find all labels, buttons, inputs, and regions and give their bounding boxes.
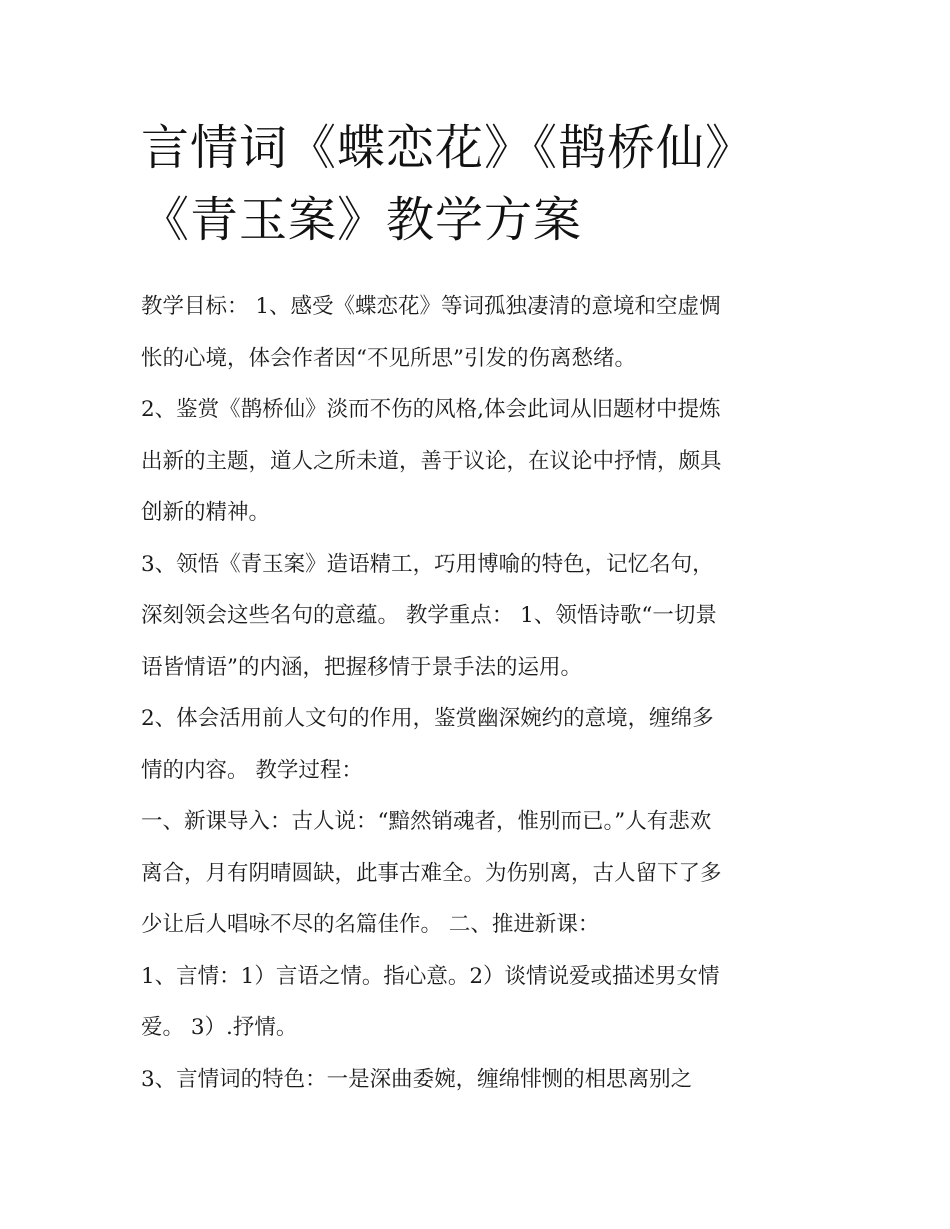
body-line: 教学目标： 1、感受《蝶恋花》等词孤独凄清的意境和空虚惆 (141, 294, 721, 319)
body-line: 创新的精神。 (141, 500, 271, 525)
document-body (141, 281, 821, 1105)
body-line: 2、体会活用前人文句的作用，鉴赏幽深婉约的意境，缠绵多 (141, 706, 714, 731)
body-line: 情的内容。 教学过程： (141, 757, 363, 783)
title-line-2: 《青玉案》教学方案 (141, 192, 583, 248)
body-line: 深刻领会这些名句的意蕴。 教学重点： 1、领悟诗歌“一切景 (141, 603, 717, 628)
body-line: 语皆情语”的内涵，把握移情于景手法的运用。 (141, 654, 582, 680)
body-line: 怅的心境，体会作者因“不见所思”引发的伤离愁绪。 (141, 345, 636, 371)
body-line: 少让后人唱咏不尽的名篇佳作。 二、推进新课： (141, 912, 600, 937)
body-line: 爱。 3）.抒情。 (141, 1015, 298, 1040)
body-line: 3、领悟《青玉案》造语精工，巧用博喻的特色，记忆名句， (141, 551, 714, 577)
document-title (141, 112, 841, 256)
body-line: 出新的主题，道人之所未道，善于议论，在议论中抒情，颇具 (141, 448, 722, 474)
title-line-1: 言情词《蝶恋花》《鹊桥仙》 (141, 120, 755, 176)
body-line: 3、言情词的特色：一是深曲委婉，缠绵悱恻的相思离别之 (141, 1066, 693, 1092)
body-line: 2、鉴赏《鹊桥仙》淡而不伤的风格,体会此词从旧题材中提炼 (141, 397, 721, 422)
body-line: 一、新课导入：古人说：“黯然销魂者，惟别而已。”人有悲欢 (141, 809, 712, 834)
body-line: 1、言情：1）言语之情。指心意。2）谈情说爱或描述男女情 (141, 963, 720, 989)
body-line: 离合，月有阴晴圆缺，此事古难全。为伤别离，古人留下了多 (141, 860, 722, 886)
